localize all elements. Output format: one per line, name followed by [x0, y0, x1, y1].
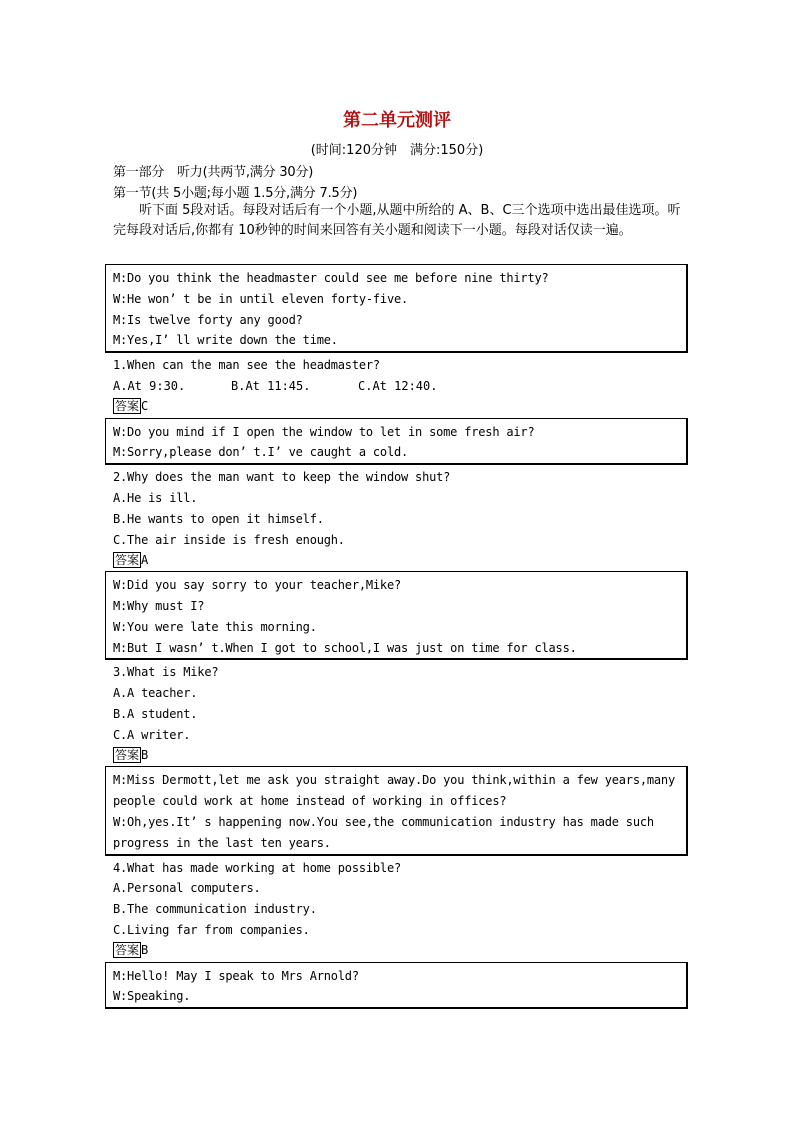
dialogue-line: M:Sorry,please don’ t.I’ ve caught a cold. [113, 445, 409, 459]
answer-1 [113, 398, 148, 414]
option-c: C.Living far from companies. [113, 923, 310, 937]
dialogue-box-5 [105, 962, 688, 1009]
answer-label: 答案 [115, 399, 140, 413]
dialogue-line: M:Yes,I’ ll write down the time. [113, 333, 338, 347]
option-a: A.A teacher. [113, 686, 198, 700]
dialogue-line: M:Is twelve forty any good? [113, 313, 303, 327]
dialogue-line: W:You were late this morning. [113, 620, 317, 634]
dialogue-line: W:He won’ t be in until eleven forty-five. [113, 292, 409, 306]
option-c: C.The air inside is fresh enough. [113, 533, 345, 547]
dialogue-line: M:Hello! May I speak to Mrs Arnold? [113, 969, 359, 983]
answer-2 [113, 552, 148, 568]
option-a: A.Personal computers. [113, 881, 261, 895]
option-a: A.At 9:30. [113, 379, 186, 393]
part-heading: 第一部分 听力(共两节,满分 30分) [113, 165, 314, 180]
question-3: 3.What is Mike? [113, 665, 219, 679]
dialogue-line: W:Did you say sorry to your teacher,Mike? [113, 578, 402, 592]
dialogue-line: progress in the last ten years. [113, 836, 331, 850]
answer-label: 答案 [115, 748, 140, 762]
dialogue-line: M:Miss Dermott,let me ask you straight away.Do you think,within a few years,many [113, 773, 675, 787]
dialogue-line: W:Speaking. [113, 989, 191, 1003]
dialogue-box-1 [105, 264, 688, 353]
exam-meta: (时间:120分钟 满分:150分) [310, 143, 484, 158]
option-b: B.He wants to open it himself. [113, 512, 324, 526]
instructions: 听下面 5段对话。每段对话后有一个小题,从题中所给的 A、B、C三个选项中选出最佳选项。听完每段对话后,你都有 10秒钟的时间来回答有关小题和阅读下一小题。每段对话仅读一遍。 [113, 203, 681, 238]
option-c: C.A writer. [113, 728, 191, 742]
dialogue-line: people could work at home instead of working in offices? [113, 794, 507, 808]
page-title: 第二单元测评 [343, 110, 451, 131]
option-b: B.A student. [113, 707, 198, 721]
question-4: 4.What has made working at home possible? [113, 861, 402, 875]
answer-value: B [141, 943, 149, 957]
option-b: B.At 11:45. [231, 379, 311, 393]
answer-label: 答案 [115, 943, 140, 957]
dialogue-box-4 [105, 766, 688, 856]
dialogue-line: W:Do you mind if I open the window to let in some fresh air? [113, 425, 535, 439]
option-a: A.He is ill. [113, 491, 198, 505]
dialogue-line: M:Do you think the headmaster could see me before nine thirty? [113, 271, 549, 285]
dialogue-box-2 [105, 418, 688, 465]
dialogue-line: M:Why must I? [113, 599, 205, 613]
answer-label: 答案 [115, 553, 140, 567]
answer-4 [113, 942, 148, 958]
answer-3 [113, 747, 148, 763]
section-heading: 第一节(共 5小题;每小题 1.5分,满分 7.5分) [113, 186, 358, 201]
question-1: 1.When can the man see the headmaster? [113, 358, 380, 372]
dialogue-box-3 [105, 571, 688, 660]
dialogue-line: M:But I wasn’ t.When I got to school,I was just on time for class. [113, 641, 577, 655]
option-b: B.The communication industry. [113, 902, 317, 916]
question-2: 2.Why does the man want to keep the window shut? [113, 470, 451, 484]
answer-value: B [141, 748, 149, 762]
option-c: C.At 12:40. [358, 379, 438, 393]
answer-value: C [141, 399, 149, 413]
dialogue-line: W:Oh,yes.It’ s happening now.You see,the communication industry has made such [113, 815, 654, 829]
answer-value: A [141, 553, 149, 567]
